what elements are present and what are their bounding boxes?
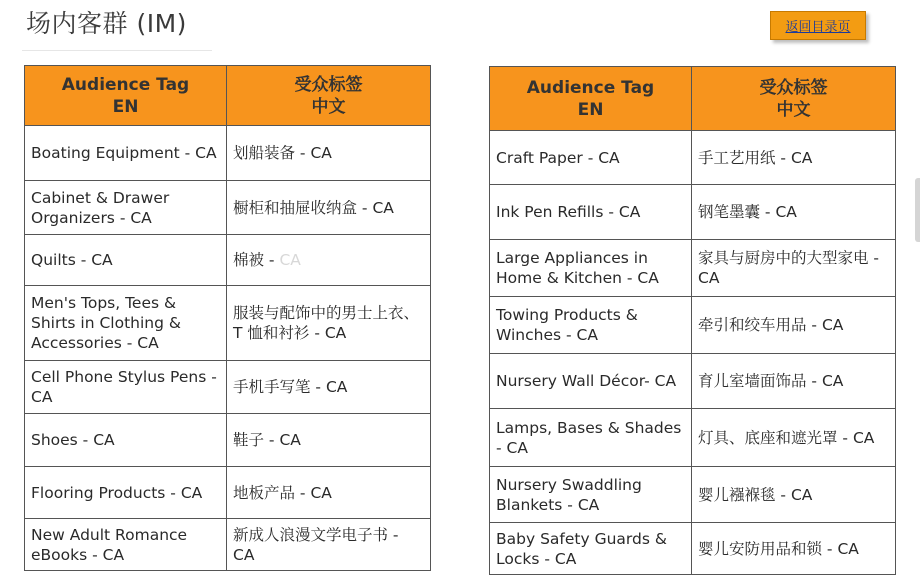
cell-en: Ink Pen Refills - CA — [490, 185, 692, 240]
table-row — [25, 126, 431, 181]
header-zh-line1: 受众标签 — [759, 77, 828, 98]
audience-tag-table-left — [24, 65, 431, 571]
cell-en: Baby Safety Guards & Locks - CA — [490, 523, 692, 575]
cell-zh: 牵引和绞车用品 - CA — [692, 297, 896, 354]
cell-en: Cabinet & Drawer Organizers - CA — [25, 181, 227, 235]
cell-en: Men's Tops, Tees & Shirts in Clothing & Accessories - CA — [25, 286, 227, 361]
cell-zh: 家具与厨房中的大型家电 - CA — [692, 240, 896, 297]
back-to-contents-button[interactable]: 返回目录页 — [770, 11, 866, 40]
table-row — [25, 361, 431, 414]
table-row — [490, 467, 896, 523]
table-row — [490, 354, 896, 409]
header-en-line1: Audience Tag — [61, 74, 190, 95]
header-zh-line1: 受众标签 — [294, 74, 363, 95]
cell-zh: 灯具、底座和遮光罩 - CA — [692, 409, 896, 467]
table-row — [490, 131, 896, 185]
header-zh-line2: 中文 — [311, 96, 346, 117]
cell-en: Craft Paper - CA — [490, 131, 692, 185]
table-row — [490, 185, 896, 240]
header-en — [25, 66, 227, 126]
table-row — [490, 523, 896, 575]
cell-zh-faint-suffix: CA — [279, 251, 301, 269]
cell-zh: 橱柜和抽屉收纳盒 - CA — [227, 181, 431, 235]
cell-en: Flooring Products - CA — [25, 467, 227, 519]
cell-zh: 育儿室墙面饰品 - CA — [692, 354, 896, 409]
table-row — [25, 286, 431, 361]
cell-en: Quilts - CA — [25, 235, 227, 286]
cell-zh: 新成人浪漫文学电子书 - CA — [227, 519, 431, 571]
header-en-line1: Audience Tag — [526, 77, 655, 98]
cell-zh — [227, 235, 431, 286]
cell-en: New Adult Romance eBooks - CA — [25, 519, 227, 571]
cell-en: Lamps, Bases & Shades - CA — [490, 409, 692, 467]
cell-zh: 钢笔墨囊 - CA — [692, 185, 896, 240]
header-zh-line2: 中文 — [776, 99, 811, 120]
cell-zh: 鞋子 - CA — [227, 414, 431, 467]
header-en-line2: EN — [577, 99, 604, 120]
header-en-line2: EN — [112, 96, 139, 117]
table-header-row — [490, 67, 896, 131]
side-scroll-tab[interactable] — [915, 178, 920, 242]
table-row — [25, 414, 431, 467]
cell-en: Shoes - CA — [25, 414, 227, 467]
cell-zh: 婴儿安防用品和锁 - CA — [692, 523, 896, 575]
table-header-row — [25, 66, 431, 126]
table-row — [25, 467, 431, 519]
table-row — [490, 240, 896, 297]
table-row — [25, 235, 431, 286]
cell-zh: 划船装备 - CA — [227, 126, 431, 181]
table-row — [25, 181, 431, 235]
table-row — [490, 409, 896, 467]
cell-zh: 地板产品 - CA — [227, 467, 431, 519]
title-divider — [22, 50, 212, 51]
cell-en: Cell Phone Stylus Pens - CA — [25, 361, 227, 414]
cell-zh: 手机手写笔 - CA — [227, 361, 431, 414]
cell-en: Nursery Swaddling Blankets - CA — [490, 467, 692, 523]
cell-zh: 服装与配饰中的男士上衣、T 恤和衬衫 - CA — [227, 286, 431, 361]
cell-en: Nursery Wall Décor- CA — [490, 354, 692, 409]
page-title: 场内客群 (IM) — [26, 9, 187, 38]
cell-en: Large Appliances in Home & Kitchen - CA — [490, 240, 692, 297]
cell-zh-text: 棉被 - — [233, 251, 275, 269]
header-zh — [227, 66, 431, 126]
audience-tag-table-right — [489, 66, 896, 575]
cell-zh: 婴儿襁褓毯 - CA — [692, 467, 896, 523]
cell-zh: 手工艺用纸 - CA — [692, 131, 896, 185]
header-en — [490, 67, 692, 131]
cell-en: Boating Equipment - CA — [25, 126, 227, 181]
header-zh — [692, 67, 896, 131]
table-row — [490, 297, 896, 354]
cell-en: Towing Products & Winches - CA — [490, 297, 692, 354]
table-row — [25, 519, 431, 571]
